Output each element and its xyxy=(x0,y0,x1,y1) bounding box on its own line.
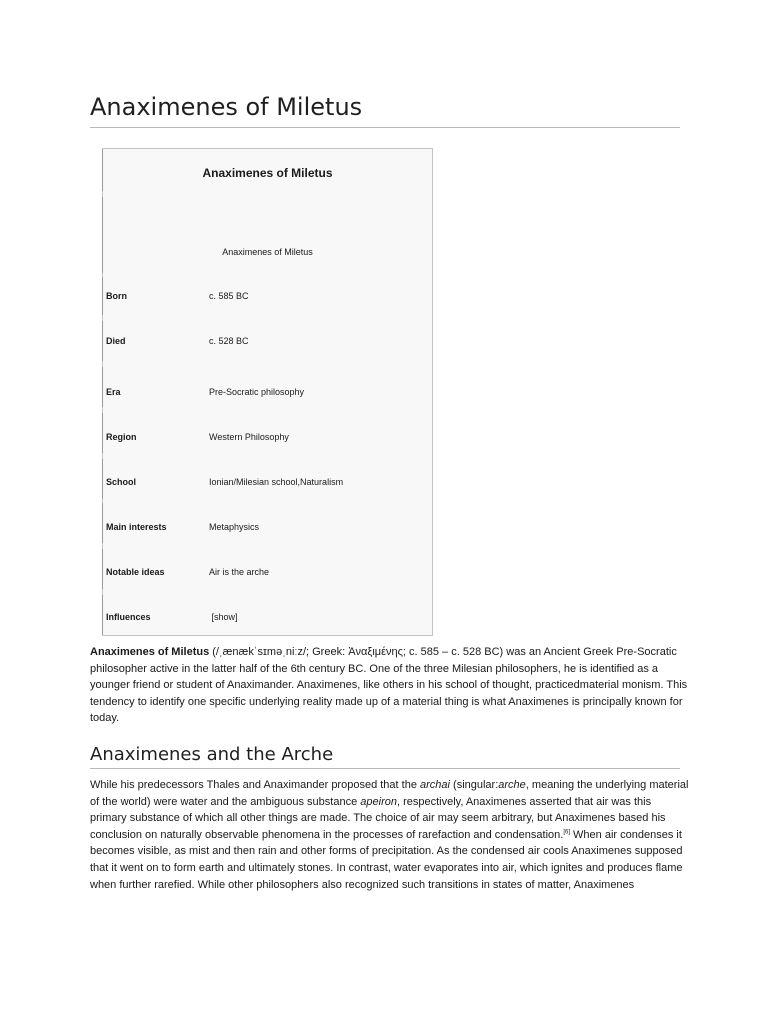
infobox-title: Anaximenes of Miletus xyxy=(202,166,333,180)
infobox-label-born: Born xyxy=(106,291,127,301)
infobox-value-region[interactable]: Western Philosophy xyxy=(209,432,289,442)
infobox-label-school: School xyxy=(106,477,137,487)
infobox-divider xyxy=(102,197,103,273)
infobox-image-caption: Anaximenes of Miletus xyxy=(222,247,313,257)
infobox-value-born: c. 585 BC xyxy=(209,291,249,301)
title-divider xyxy=(90,127,680,128)
page-title: Anaximenes of Miletus xyxy=(90,93,363,121)
infobox-label-region: Region xyxy=(106,432,137,442)
infobox-divider xyxy=(102,459,103,499)
infobox-label-era: Era xyxy=(106,387,121,397)
infobox-value-died: c. 528 BC xyxy=(209,336,249,346)
infobox-value-school[interactable]: Ionian/Milesian school,Naturalism xyxy=(209,477,344,487)
infobox-value-main-interests[interactable]: Metaphysics xyxy=(209,522,260,532)
infobox-label-notable-ideas: Notable ideas xyxy=(106,567,165,577)
infobox-divider xyxy=(102,503,103,543)
section-heading: Anaximenes and the Arche xyxy=(90,744,334,765)
para-text: (singular: xyxy=(449,779,499,791)
intro-paragraph xyxy=(90,644,690,727)
infobox-label-influences: Influences xyxy=(106,612,151,622)
term-arche: arche xyxy=(498,779,526,791)
section-paragraph xyxy=(90,777,690,893)
para-text: While his predecessors Thales and Anaximander proposed that the xyxy=(90,779,420,791)
infobox-value-notable-ideas: Air is the arche xyxy=(209,567,270,577)
para-text: When air condenses it becomes visible, as mist and then rain and other forms of precipitation. As the condensed air cools Anaximenes supposed that it went on to form earth and ultimately stones. In contrast, water evaporates into air, which ignites and produces flame when further rarefied. While other philosophers also recognized such transitions in states of matter, Anaximenes xyxy=(90,828,683,891)
infobox-divider xyxy=(102,367,103,407)
infobox xyxy=(102,148,433,636)
term-apeiron: apeiron xyxy=(360,795,397,808)
infobox-divider xyxy=(102,277,103,315)
para-text: , meaning the underlying material of the world) were water and the ambiguous substance xyxy=(90,779,689,808)
subject-name: Anaximenes of Miletus xyxy=(90,646,210,658)
infobox-show-toggle[interactable]: [show] xyxy=(209,612,238,622)
intro-text: (/ˌænækˈsɪməˌniːz/; Greek: Ἀναξιμένης; c. 585 – c. 528 BC) was an Ancient Greek Pre-Socratic philosopher active in the latter half of the 6th century BC. One of the three Milesian philosophers, he is identified as a younger friend or student of Anaximander. Anaximenes, like others in his school of thought, practicedmaterial monism. This tendency to identify one specific underlying reality made up of a material thing is what Anaximenes is principally known for today. xyxy=(90,646,688,725)
infobox-divider xyxy=(102,595,103,635)
infobox-value-era[interactable]: Pre-Socratic philosophy xyxy=(209,387,305,397)
infobox-divider xyxy=(102,413,103,453)
infobox-label-died: Died xyxy=(106,336,126,346)
term-archai: archai xyxy=(420,779,450,791)
infobox-divider xyxy=(102,321,103,361)
infobox-divider xyxy=(102,549,103,589)
section-divider xyxy=(90,768,680,769)
reference-link[interactable]: [6] xyxy=(563,829,570,836)
para-text: , respectively, Anaximenes asserted that air was this primary substance of which all other things are made. The choice of air may seem arbitrary, but Anaximenes based his conclusion on naturally observable phenomena in the processes of rarefaction and condensation. xyxy=(90,795,666,841)
infobox-label-main-interests: Main interests xyxy=(106,522,167,532)
